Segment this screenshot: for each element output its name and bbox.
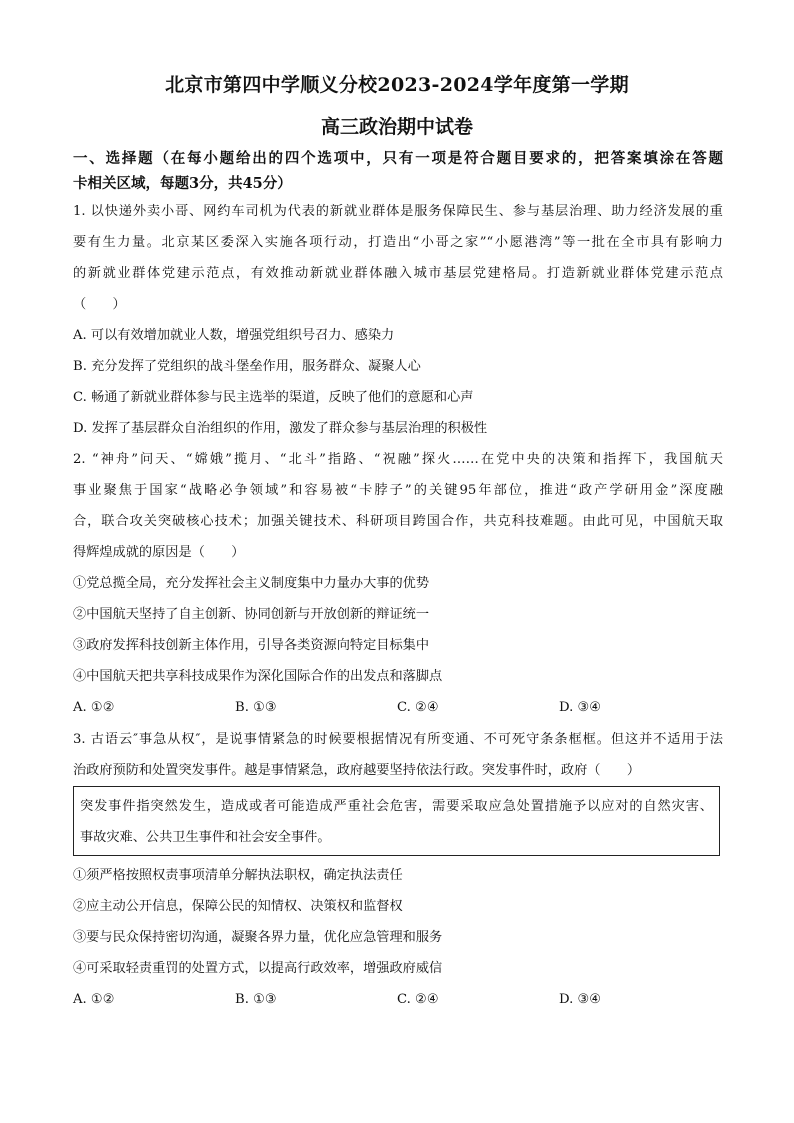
question-1: [73, 196, 723, 444]
question-stem-line: 治政府预防和处置突发事件。越是事情紧急，政府越要坚持依法行政。突发事件时，政府（ ）: [73, 763, 641, 778]
statement-2: ②中国航天坚持了自主创新、协同创新与开放创新的辩证统一: [73, 607, 430, 622]
statement-4: ④中国航天把共享科技成果作为深化国际合作的出发点和落脚点: [73, 669, 443, 684]
material-box: [73, 786, 720, 856]
statement-4: ④可采取轻责重罚的处置方式，以提高行政效率，增强政府威信: [73, 961, 443, 976]
option-c: C. 畅通了新就业群体参与民主选举的渠道，反映了他们的意愿和心声: [73, 390, 474, 405]
choice-d: D. ③④: [559, 700, 602, 715]
question-3-statements: [73, 860, 723, 1015]
question-stem-line: 2. “神舟”问天、“嫦娥”揽月、“北斗”指路、“祝融”探火……在党中央的决策和指挥下，我国航天: [73, 452, 723, 467]
section-heading-line: 一、选择题（在每小题给出的四个选项中，只有一项是符合题目要求的，把答案填涂在答题: [73, 150, 723, 167]
option-b: B. 充分发挥了党组织的战斗堡垒作用，服务群众、凝聚人心: [73, 359, 421, 374]
statement-2: ②应主动公开信息，保障公民的知情权、决策权和监督权: [73, 899, 403, 914]
answer-blank: （ ）: [73, 297, 126, 312]
question-2: [73, 444, 723, 723]
choice-a: A. ①②: [73, 992, 115, 1007]
material-line: 突发事件指突然发生，造成或者可能造成严重社会危害，需要采取应急处置措施予以应对的自然灾害、: [80, 799, 713, 814]
question-stem-line: 3. 古语云″事急从权″，是说事情紧急的时候要根据情况有所变通、不可死守条条框框。但这并不适用于法: [73, 732, 723, 747]
exam-subtitle: 高三政治期中试卷: [320, 116, 473, 138]
section-heading-line: 卡相关区域，每题3分，共45分）: [73, 175, 292, 192]
statement-3: ③政府发挥科技创新主体作用，引导各类资源向特定目标集中: [73, 638, 430, 653]
answer-choices: [73, 692, 723, 723]
question-stem-line: 要有生力量。北京某区委深入实施各项行动，打造出“小哥之家”“小愿港湾”等一批在全市具有影响力: [73, 235, 723, 250]
option-a: A. 可以有效增加就业人数，增强党组织号召力、感染力: [73, 328, 395, 343]
answer-choices: [73, 984, 723, 1015]
choice-d: D. ③④: [559, 992, 602, 1007]
statement-3: ③要与民众保持密切沟通，凝聚各界力量，优化应急管理和服务: [73, 930, 443, 945]
question-stem-line: 合，联合攻关突破核心技术；加强关键技术、科研项目跨国合作，共克科技难题。由此可见，中国航天取: [73, 514, 723, 529]
question-stem-line: 得辉煌成就的原因是（ ）: [73, 545, 245, 560]
choice-c: C. ②④: [397, 700, 439, 715]
choice-c: C. ②④: [397, 992, 439, 1007]
question-3: [73, 724, 723, 786]
statement-1: ①党总揽全局，充分发挥社会主义制度集中力量办大事的优势: [73, 576, 430, 591]
choice-a: A. ①②: [73, 700, 115, 715]
question-stem-line: 的新就业群体党建示范点，有效推动新就业群体融入城市基层党建格局。打造新就业群体党建示范点: [73, 266, 723, 281]
choice-b: B. ①③: [235, 700, 277, 715]
question-stem-line: 事业聚焦于国家“战略必争领域”和容易被“卡脖子”的关键95年部位，推进“政产学研用金”深度融: [73, 483, 723, 498]
choice-b: B. ①③: [235, 992, 277, 1007]
option-d: D. 发挥了基层群众自治组织的作用，激发了群众参与基层治理的积极性: [73, 421, 488, 436]
section-heading: [73, 146, 723, 196]
question-stem-line: 1. 以快递外卖小哥、网约车司机为代表的新就业群体是服务保障民生、参与基层治理、助力经济发展的重: [73, 204, 723, 219]
material-line: 事故灾难、公共卫生事件和社会安全事件。: [80, 830, 331, 845]
statement-1: ①须严格按照权责事项清单分解执法职权，确定执法责任: [73, 868, 403, 883]
exam-title: 北京市第四中学顺义分校2023-2024学年度第一学期: [165, 74, 629, 96]
